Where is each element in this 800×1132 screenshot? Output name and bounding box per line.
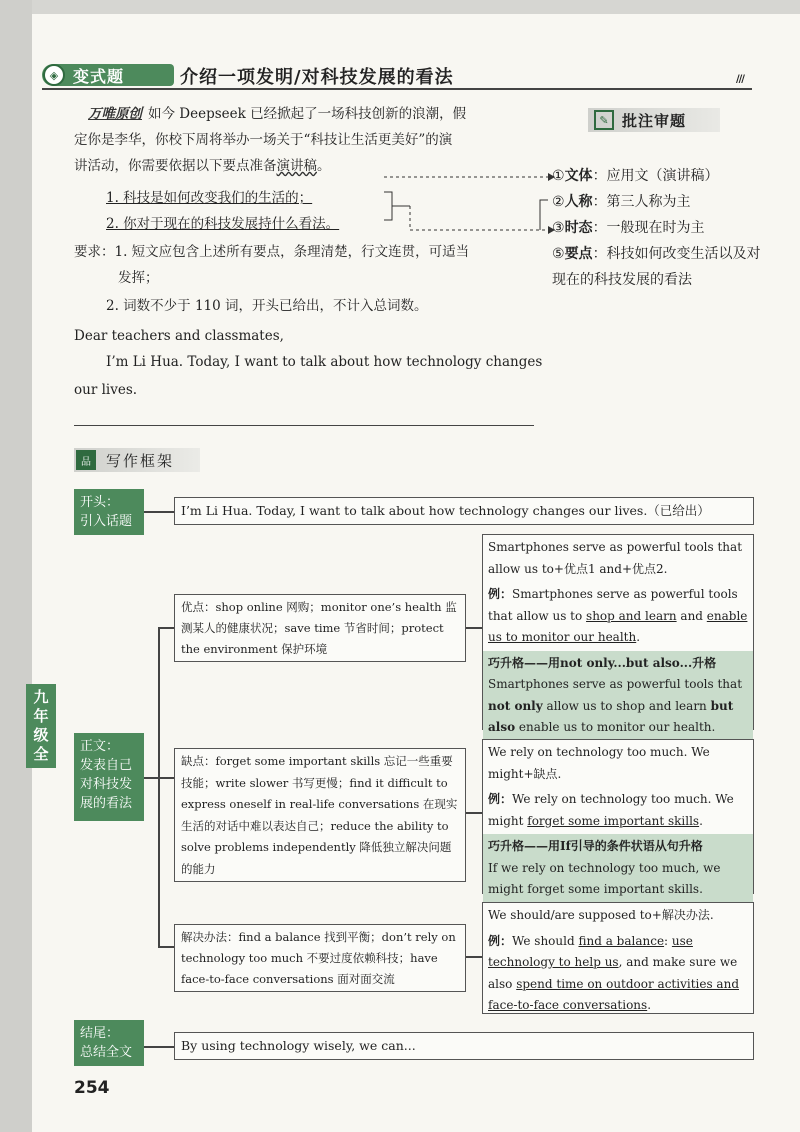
annotation-tag — [588, 108, 720, 132]
grade-tab-label: 九年级全 — [33, 688, 49, 763]
connector — [158, 627, 174, 629]
solutions-vocab: 解决办法：find a balance 找到平衡；don’t rely on technology too much 不要过度依赖科技；have face-to-face conversations 面对面交流 — [174, 924, 466, 992]
requirement-1b: 发挥； — [118, 270, 159, 286]
header-divider — [42, 88, 752, 90]
connector — [466, 956, 482, 958]
body-label: 正文： 发表自己 对科技发 展的看法 — [74, 733, 144, 821]
page-number: 254 — [74, 1078, 110, 1098]
page-title: 介绍一项发明/对科技发展的看法 — [180, 67, 454, 88]
advantages-vocab: 优点：shop online 网购；monitor one’s health 监测某人的健康状况；save time 节省时间；protect the environment 保护环境 — [174, 594, 466, 662]
start-line-3: our lives. — [74, 382, 138, 398]
pencil-check-icon: ✎ — [594, 110, 614, 130]
annotation-label: 批注审题 — [622, 111, 687, 130]
solutions-example: 例：We should find a balance: use technology to help us, and make sure we also spend time on outdoor activities and face-to-face conversations. — [488, 933, 739, 1012]
framework-tag — [74, 448, 200, 472]
header-dots: /// — [736, 74, 744, 85]
prompt-text-3c: 。 — [317, 158, 331, 174]
writing-line — [74, 425, 534, 426]
cube-icon: ◈ — [43, 64, 65, 86]
prompt-line-2: 定你是李华，你校下周将举办一场关于“科技让生活更美好”的演 — [74, 132, 453, 148]
connector — [158, 946, 174, 948]
connector — [158, 777, 174, 779]
prompt-text-1: 如今 Deepseek 已经掀起了一场科技创新的浪潮，假 — [148, 106, 467, 122]
source-badge: 万唯原创 — [88, 106, 142, 122]
requirement-2: 2. 词数不少于 110 词，开头已给出，不计入总词数。 — [106, 298, 428, 314]
advantages-example: 例：Smartphones serve as powerful tools that allow us to shop and learn and enable us to monitor our health. — [488, 587, 748, 644]
disadvantages-example: 例：We rely on technology too much. We might forget some important skills. — [488, 792, 734, 828]
disadvantages-upgrade: 巧升格——用If引导的条件状语从句升格 If we rely on technology too much, we might forget some important skills. — [483, 834, 753, 905]
annotation-item: ⑤要点：科技如何改变生活以及对现在的科技发展的看法 — [552, 246, 761, 288]
annotation-item: ③时态：一般现在时为主 — [552, 220, 705, 236]
point-2: 2. 你对于现在的科技发展持什么看法。 — [106, 216, 340, 232]
annotation-item: ①文体：应用文（演讲稿） — [552, 168, 719, 184]
connector — [466, 627, 482, 629]
variant-question-tag — [42, 64, 174, 86]
annotation-connectors — [380, 170, 555, 240]
prompt-line-1 — [88, 102, 538, 127]
opening-label: 开头： 引入话题 — [74, 489, 144, 535]
connector — [144, 511, 174, 513]
start-line-2: I’m Li Hua. Today, I want to talk about how technology changes — [106, 354, 543, 370]
connector — [466, 812, 482, 814]
annotation-item: ②人称：第三人称为主 — [552, 194, 691, 210]
solutions-sentences — [482, 902, 754, 1014]
disadvantages-pattern: We rely on technology too much. We might+缺点. — [488, 745, 710, 781]
requirement-1: 要求：1. 短文应包含上述所有要点，条理清楚，行文连贯，可适当 — [74, 244, 470, 260]
ending-box: By using technology wisely, we can... — [174, 1032, 754, 1060]
prompt-text-3a: 讲活动，你需要依据以下要点准备 — [74, 158, 277, 174]
framework-label: 写作框架 — [106, 451, 175, 470]
grade-tab — [26, 684, 56, 768]
advantages-sentences — [482, 534, 754, 734]
disadvantages-sentences — [482, 739, 754, 894]
framework-icon: 品 — [76, 450, 96, 470]
variant-question-label: 变式题 — [73, 66, 125, 86]
scan-edge — [0, 0, 32, 1132]
opening-box: I’m Li Hua. Today, I want to talk about how technology changes our lives.（已给出） — [174, 497, 754, 525]
connector — [144, 777, 158, 779]
connector — [158, 627, 160, 947]
disadvantages-vocab: 缺点：forget some important skills 忘记一些重要技能；write slower 书写更慢；find it difficult to express oneself in real-life conversations 在现实生活的对话中难以表达自己；reduce the ability to solve problems independently 降低独立解决问题的能力 — [174, 748, 466, 882]
connector — [144, 1046, 174, 1048]
solutions-pattern: We should/are supposed to+解决办法. — [488, 908, 714, 922]
advantages-upgrade: 巧升格——用not only...but also...升格 Smartphones serve as powerful tools that not only allow us to shop and learn but also enable us to monitor our health. — [483, 651, 753, 743]
advantages-pattern: Smartphones serve as powerful tools that allow us to+优点1 and+优点2. — [488, 540, 743, 576]
prompt-speech: 演讲稿 — [276, 158, 317, 174]
point-1: 1. 科技是如何改变我们的生活的； — [106, 190, 313, 206]
ending-label: 结尾： 总结全文 — [74, 1020, 144, 1066]
annotation-list — [552, 163, 762, 293]
start-line-1: Dear teachers and classmates, — [74, 328, 284, 344]
